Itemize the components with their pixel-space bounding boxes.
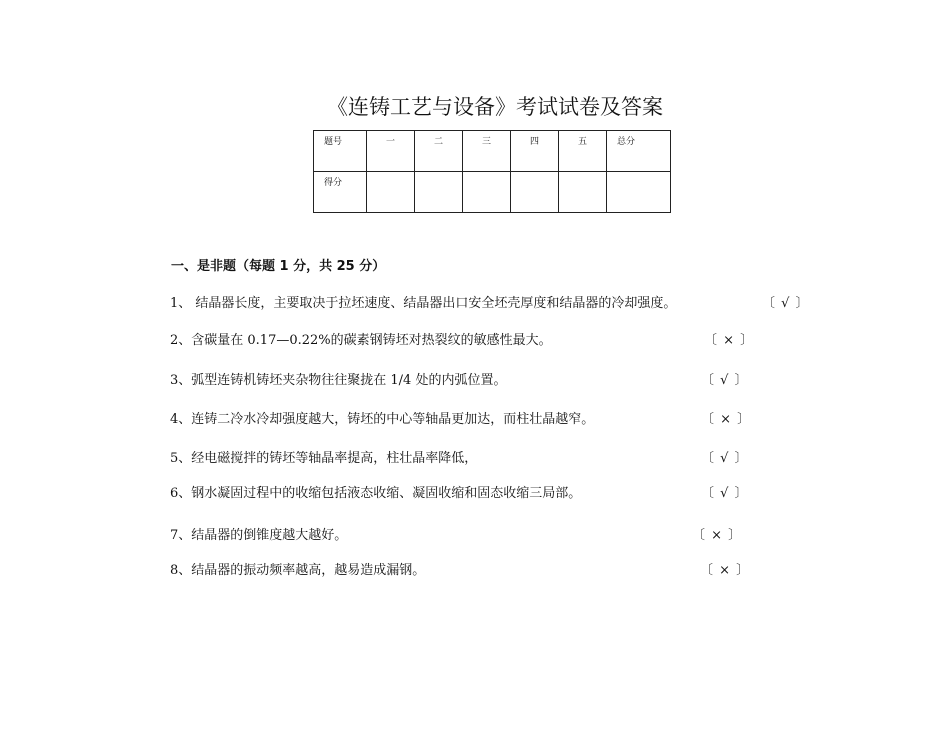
answer-3: 〔 √ 〕: [701, 373, 749, 388]
score-cell-5: [559, 172, 607, 213]
question-6: 6、钢水凝固过程中的收缩包括液态收缩、凝固收缩和固态收缩三局部。: [170, 486, 582, 501]
page-title: 《连铸工艺与设备》考试试卷及答案: [327, 95, 663, 119]
column-5-header: 五: [559, 131, 607, 172]
question-number-label: 题号: [314, 131, 367, 172]
answer-5: 〔 √ 〕: [701, 451, 749, 466]
question-8: 8、结晶器的振动频率越高，越易造成漏钢。: [170, 563, 426, 578]
column-4-header: 四: [511, 131, 559, 172]
score-cell-1: [367, 172, 415, 213]
question-4: 4、连铸二冷水冷却强度越大，铸坯的中心等轴晶更加达，而柱壮晶越窄。: [170, 412, 595, 427]
question-5: 5、经电磁搅拌的铸坯等轴晶率提高，柱壮晶率降低，: [170, 451, 478, 466]
question-3: 3、弧型连铸机铸坯夹杂物往往聚拢在 1/4 处的内弧位置。: [170, 373, 507, 388]
score-cell-total: [607, 172, 671, 213]
score-table: [313, 130, 671, 213]
column-2-header: 二: [415, 131, 463, 172]
column-1-header: 一: [367, 131, 415, 172]
question-1: 1、 结晶器长度，主要取决于拉坯速度、结晶器出口安全坯壳厚度和结晶器的冷却强度。: [170, 296, 677, 311]
total-score-header: 总分: [607, 131, 671, 172]
score-label: 得分: [314, 172, 367, 213]
section-heading: 一、是非题（每题 1 分，共 25 分）: [171, 259, 386, 274]
answer-4: 〔 × 〕: [701, 412, 752, 427]
question-7: 7、结晶器的倒锥度越大越好。: [170, 528, 348, 543]
answer-1: 〔 √ 〕: [762, 296, 810, 311]
score-table-score-row: [314, 172, 671, 213]
answer-7: 〔 × 〕: [692, 528, 743, 543]
answer-8: 〔 × 〕: [700, 563, 751, 578]
question-2: 2、含碳量在 0.17—0.22%的碳素钢铸坯对热裂纹的敏感性最大。: [170, 333, 552, 348]
column-3-header: 三: [463, 131, 511, 172]
answer-6: 〔 √ 〕: [701, 486, 749, 501]
score-cell-4: [511, 172, 559, 213]
score-table-header-row: [314, 131, 671, 172]
score-cell-3: [463, 172, 511, 213]
score-cell-2: [415, 172, 463, 213]
answer-2: 〔 × 〕: [704, 333, 755, 348]
